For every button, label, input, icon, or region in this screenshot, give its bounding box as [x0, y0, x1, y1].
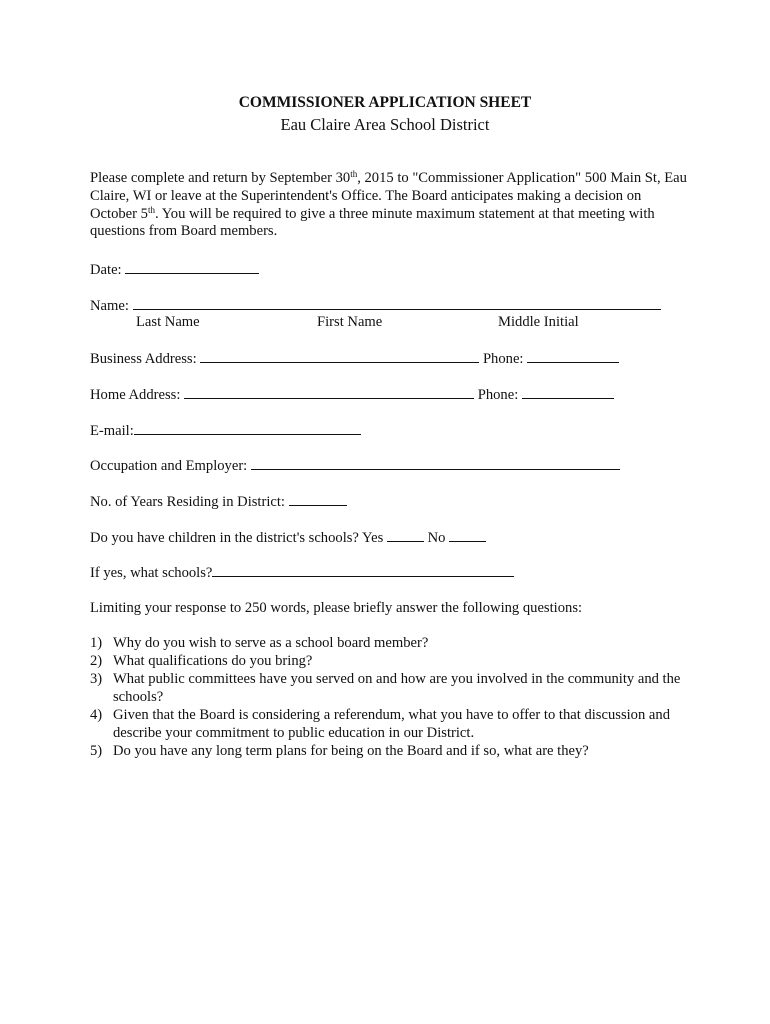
question-number: 4) — [90, 707, 103, 723]
email-row — [90, 421, 361, 440]
intro-text-2: , 2015 to "Commissioner Application" 500 Main St, Eau Claire, WI or leave at the Superintendent's Office. The Board anticipates making a decision on October 5 — [90, 170, 687, 222]
question-item — [90, 652, 690, 670]
years-label: No. of Years Residing in District: — [90, 494, 285, 510]
question-item — [90, 706, 690, 742]
questions-instruction: Limiting your response to 250 words, please briefly answer the following questions: — [90, 600, 583, 616]
question-number: 5) — [90, 743, 103, 759]
business-address-field[interactable] — [200, 349, 479, 363]
question-text: Why do you wish to serve as a school board member? — [113, 635, 429, 651]
question-item — [90, 670, 690, 706]
instructions-paragraph — [90, 170, 690, 241]
schools-row — [90, 563, 514, 582]
date-field[interactable] — [125, 260, 259, 274]
question-number: 2) — [90, 653, 103, 669]
email-field[interactable] — [134, 421, 361, 435]
question-text: What public committees have you served on and how are you involved in the community and the schools? — [113, 671, 681, 705]
intro-sup-2: th — [147, 204, 155, 215]
date-row — [90, 260, 259, 279]
occupation-label: Occupation and Employer: — [90, 458, 248, 474]
schools-label: If yes, what schools? — [90, 565, 213, 581]
business-address-label: Business Address: — [90, 351, 197, 367]
document-subtitle: Eau Claire Area School District — [280, 115, 490, 134]
questions-list — [90, 634, 690, 760]
document-title: COMMISSIONER APPLICATION SHEET — [238, 94, 532, 111]
years-field[interactable] — [289, 492, 347, 506]
question-item — [90, 742, 690, 760]
home-phone-field[interactable] — [522, 385, 614, 399]
children-row — [90, 528, 486, 547]
first-name-label: First Name — [317, 314, 383, 330]
years-row — [90, 492, 347, 511]
intro-text-1: Please complete and return by September 30 — [90, 170, 351, 186]
question-text: What qualifications do you bring? — [113, 653, 313, 669]
question-number: 1) — [90, 635, 103, 651]
children-yes-field[interactable] — [387, 528, 424, 542]
business-phone-field[interactable] — [527, 349, 619, 363]
date-label: Date: — [90, 262, 122, 278]
intro-text-3: . You will be required to give a three minute maximum statement at that meeting with questions from Board members. — [90, 205, 655, 240]
name-label: Name: — [90, 298, 129, 314]
children-no-label: No — [427, 530, 446, 546]
intro-sup-1: th — [350, 169, 358, 179]
home-address-row — [90, 385, 614, 404]
occupation-row — [90, 456, 620, 475]
occupation-field[interactable] — [251, 456, 620, 470]
business-phone-label: Phone: — [482, 351, 524, 367]
business-address-row — [90, 349, 619, 368]
question-text: Given that the Board is considering a referendum, what you have to offer to that discussion and describe your commitment to public education in our District. — [113, 707, 670, 741]
question-number: 3) — [90, 671, 103, 687]
children-no-field[interactable] — [449, 528, 486, 542]
home-address-field[interactable] — [184, 385, 474, 399]
schools-field[interactable] — [212, 563, 514, 577]
email-label: E-mail: — [90, 423, 134, 439]
question-text: Do you have any long term plans for being on the Board and if so, what are they? — [113, 743, 589, 759]
children-label: Do you have children in the district's schools? Yes — [90, 530, 384, 546]
home-phone-label: Phone: — [477, 387, 519, 403]
home-address-label: Home Address: — [90, 387, 181, 403]
last-name-label: Last Name — [136, 314, 200, 330]
name-field[interactable] — [133, 296, 661, 310]
middle-initial-label: Middle Initial — [498, 314, 579, 330]
question-item — [90, 634, 690, 652]
